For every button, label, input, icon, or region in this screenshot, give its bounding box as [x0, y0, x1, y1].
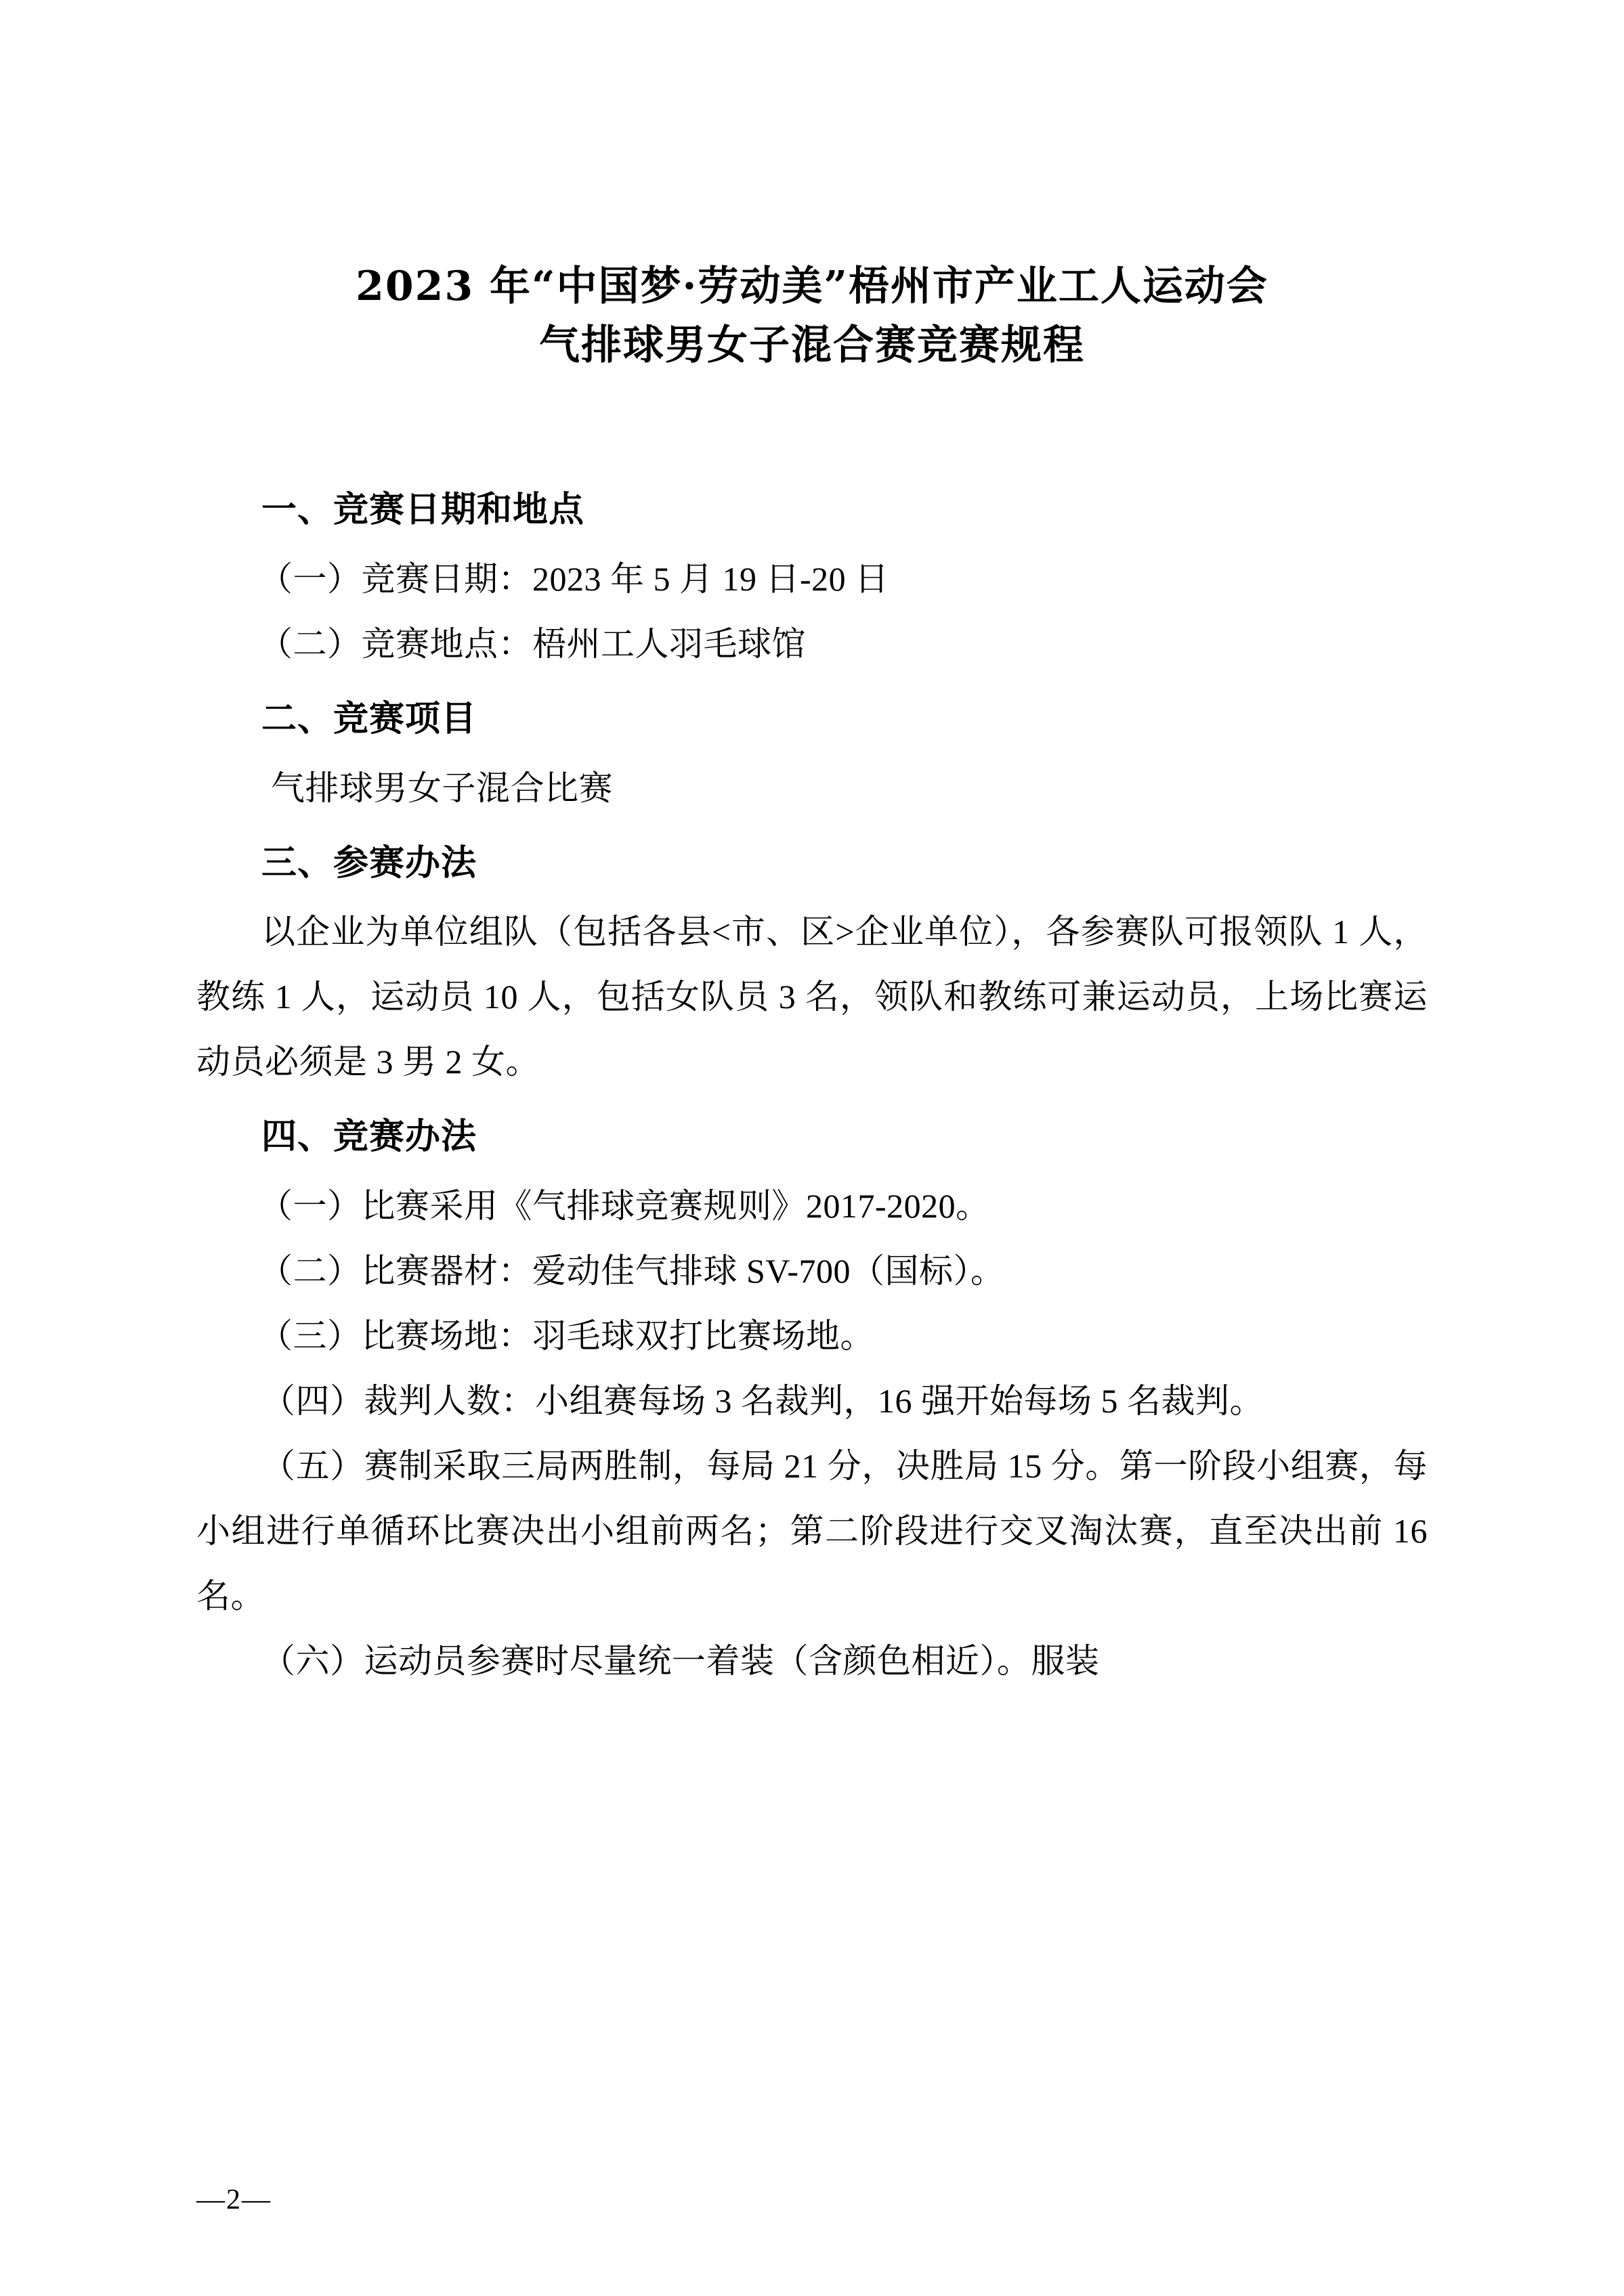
section-heading-2: 二、竞赛项目 [261, 697, 477, 739]
section-3-item-1: 以企业为单位组队（包括各县<市、区>企业单位），各参赛队可报领队 1 人，教练 1 人，运动员 10 人，包括女队员 3 名，领队和教练可兼运动员，上场比赛运动员必须是 3 男 2 女。 [196, 913, 1428, 1081]
title-line-1: 2023 年“中国梦·劳动美”梧州市产业工人运动会 [356, 263, 1268, 310]
section-1-item-2: （二）竞赛地点：梧州工人羽毛球馆 [259, 624, 806, 663]
section-4-item-2: （二）比赛器材：爱动佳气排球 SV-700（国标）。 [259, 1252, 1005, 1291]
section-4-item-1: （一）比赛采用《气排球竞赛规则》2017-2020。 [259, 1187, 990, 1226]
page-number: —2— [196, 2184, 272, 2215]
section-heading-4: 四、竞赛办法 [261, 1116, 477, 1158]
section-2-item-1: 气排球男女子混合比赛 [271, 768, 613, 807]
section-4-item-3: （三）比赛场地：羽毛球双打比赛场地。 [259, 1317, 874, 1356]
section-1-item-1: （一）竞赛日期：2023 年 5 月 19 日-20 日 [259, 559, 889, 598]
section-4-item-5: （五）赛制采取三局两胜制，每局 21 分，决胜局 15 分。第一阶段小组赛，每小组进行单循环比赛决出小组前两名；第二阶段进行交叉淘汰赛，直至决出前 16 名。 [196, 1447, 1428, 1616]
title-line-2: 气排球男女子混合赛竞赛规程 [539, 322, 1085, 369]
section-4-item-6: （六）运动员参赛时尽量统一着装（含颜色相近）。服装 [261, 1642, 1100, 1681]
document-title [196, 257, 1428, 375]
section-heading-3: 三、参赛办法 [261, 842, 477, 884]
section-heading-1: 一、竞赛日期和地点 [261, 489, 585, 530]
section-4-item-4: （四）裁判人数：小组赛每场 3 名裁判，16 强开始每场 5 名裁判。 [261, 1382, 1264, 1421]
